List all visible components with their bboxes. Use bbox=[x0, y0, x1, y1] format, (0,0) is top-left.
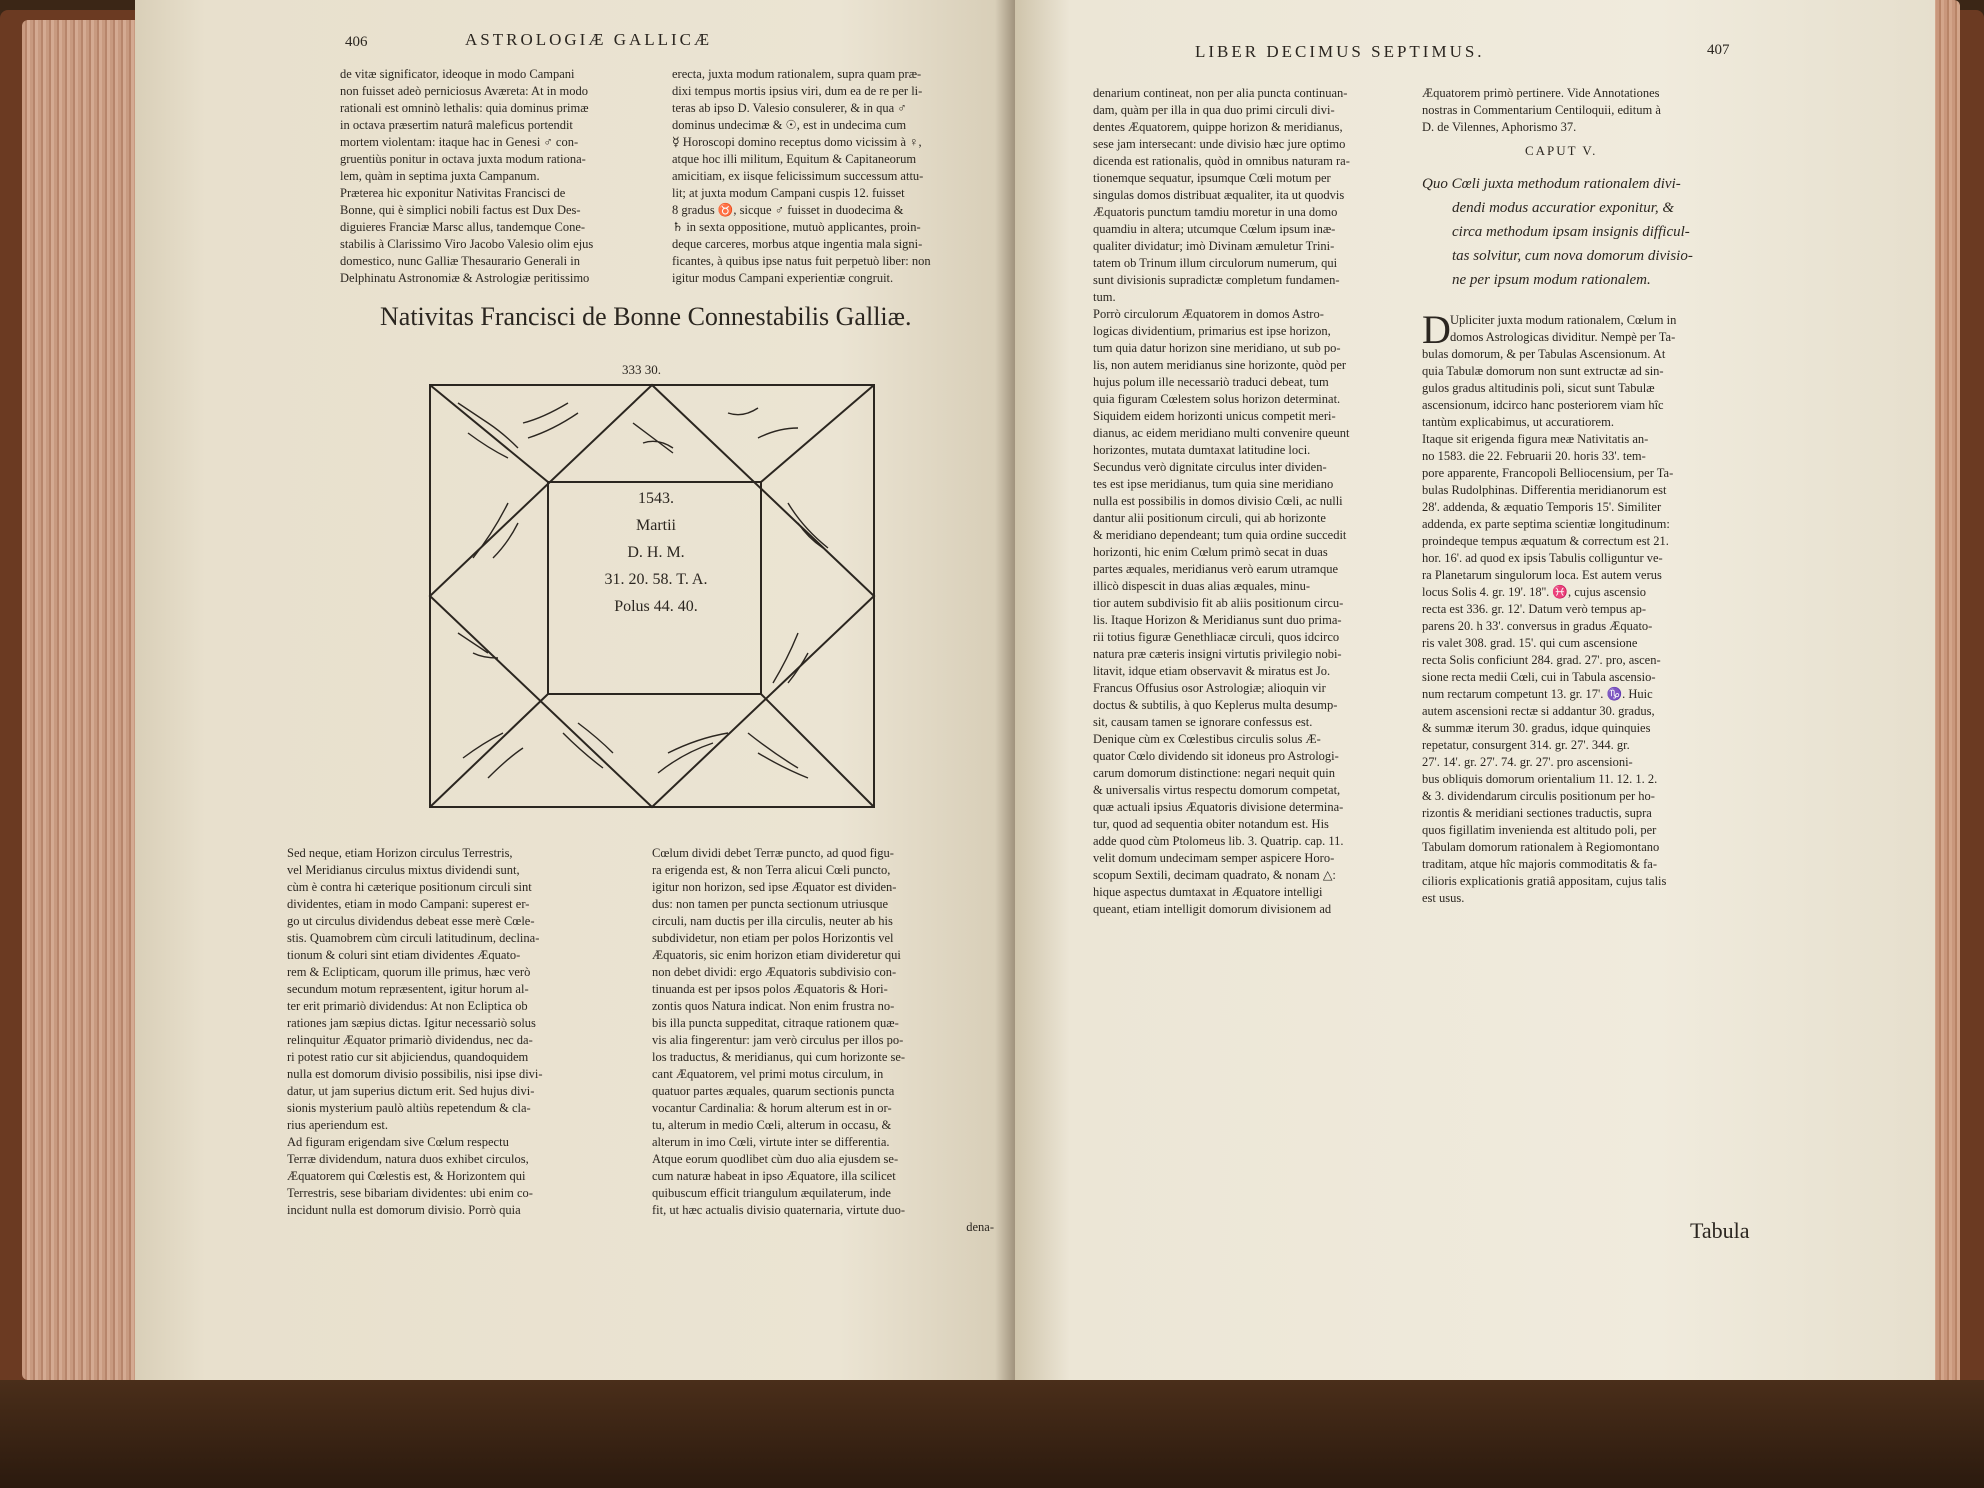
text-line: queant, etiam intelligit domorum divisionem ad bbox=[1093, 902, 1332, 916]
text-line: quamdiu in altera; utcumque Cœlum ipsum inæ- bbox=[1093, 222, 1336, 236]
text-line: ris valet 308. grad. 15'. qui cum ascensione bbox=[1422, 636, 1638, 650]
text-line: rationes jam sæpius dictas. Igitur necessariò solus bbox=[287, 1016, 536, 1030]
text-line: & 3. dividendarum circulis positionum per ho- bbox=[1422, 789, 1655, 803]
text-line: non fuisset adeò perniciosus Aværeta: At in modo bbox=[340, 84, 588, 98]
text-line: gruentiùs ponitur in octava juxta modum rationa- bbox=[340, 152, 586, 166]
text-line: tum quia datur horizon sine meridiano, ut sub po- bbox=[1093, 341, 1341, 355]
text-line: tes est ipse meridianus, tum quia sine meridiano bbox=[1093, 477, 1334, 491]
text-line: in octava præsertim naturâ maleficus portendit bbox=[340, 118, 573, 132]
text-line: tantùm explicabimus, ut accuratiorem. bbox=[1422, 415, 1614, 429]
text-line: rationali est omninò lethalis: quia dominus primæ bbox=[340, 101, 589, 115]
left-page bbox=[135, 0, 1015, 1385]
chart-diagonal bbox=[761, 385, 874, 482]
text-line: proindeque tempus æquatum & correctum est 21. bbox=[1422, 534, 1669, 548]
text-line: litavit, idque etiam observavit & miratus est Jo. bbox=[1093, 664, 1331, 678]
text-line: igitur modus Campani experientiæ congruit. bbox=[672, 271, 894, 285]
text-line: quæ actuali ipsius Æquatoris divisione determina- bbox=[1093, 800, 1344, 814]
text-line: de vitæ significator, ideoque in modo Campani bbox=[340, 67, 575, 81]
text-line: dentes Æquatorem, quippe horizon & meridianus, bbox=[1093, 120, 1343, 134]
text-line: Præterea hic exponitur Nativitas Francisci de bbox=[340, 186, 566, 200]
text-line: lis, non autem meridianus sine horizonte, quòd per bbox=[1093, 358, 1347, 372]
text-line: Delphinatu Astronomiæ & Astrologiæ peritissimo bbox=[340, 271, 590, 285]
figure-title: Nativitas Francisci de Bonne Connestabilis Galliæ. bbox=[380, 302, 912, 331]
text-line: carum domorum distinctione: negari nequit quin bbox=[1093, 766, 1335, 780]
drop-cap: D bbox=[1422, 307, 1451, 352]
text-line: non debet dividi: ergo Æquatoris subdivisio con- bbox=[652, 965, 897, 979]
text-line: denarium contineat, non per alia puncta continuan- bbox=[1093, 86, 1348, 100]
text-line: dantur alii positionum circuli, qui ab horizonte bbox=[1093, 511, 1326, 525]
text-line: ra Planetarum singulorum loca. Est autem verus bbox=[1422, 568, 1662, 582]
text-line: bulas Rudolphinas. Differentia meridianorum est bbox=[1422, 483, 1667, 497]
text-line: relinquitur Æquator primariò dividendus, nec da- bbox=[287, 1033, 533, 1047]
text-column-bottom-left bbox=[287, 845, 625, 1219]
text-line: zontis quos Natura indicat. Non enim frustra no- bbox=[652, 999, 895, 1013]
text-line: tionemque sequatur, ipsumque Cœli motum per bbox=[1093, 171, 1331, 185]
text-line: sione recta medii Cœli, cui in Tabula ascensio- bbox=[1422, 670, 1656, 684]
text-line: erecta, juxta modum rationalem, supra quam præ- bbox=[672, 67, 922, 81]
text-line: dominus undecimæ & ☉, est in undecima cum bbox=[672, 118, 907, 132]
text-line: tatem ob Trinum illum circulorum numerum, qui bbox=[1093, 256, 1338, 270]
text-line: Upliciter juxta modum rationalem, Cœlum in bbox=[1450, 313, 1677, 327]
text-line: ascensionum, idcirco hanc posteriorem viam hîc bbox=[1422, 398, 1664, 412]
text-line: logicas dividentium, primarius est ipse horizon, bbox=[1093, 324, 1331, 338]
text-line: Denique cùm ex Cœlestibus circulis solus Æ- bbox=[1093, 732, 1321, 746]
text-line: illicò dispescit in duas alias æquales, minu- bbox=[1093, 579, 1310, 593]
text-line: alterum in imo Cœli, virtute inter se differentia. bbox=[652, 1135, 890, 1149]
text-line: subdividetur, non etiam per polos Horizontis vel bbox=[652, 931, 894, 945]
text-line: Terræ dividendum, natura duos exhibet circulos, bbox=[287, 1152, 529, 1166]
text-column-top-left bbox=[340, 66, 650, 287]
text-line: pore apparente, Francopoli Belliocensium, per Ta- bbox=[1422, 466, 1674, 480]
text-line: 28'. addenda, & æquatio Temporis 15'. Similiter bbox=[1422, 500, 1662, 514]
text-line: dicenda est rationalis, quòd in omnibus naturam ra- bbox=[1093, 154, 1350, 168]
text-line: datur, ut jam superius dictum erit. Sed hujus divi- bbox=[287, 1084, 535, 1098]
text-line: Secundus verò dignitate circulus inter dividen- bbox=[1093, 460, 1327, 474]
text-line: dena- bbox=[966, 1220, 994, 1234]
text-line: sit, causam tamen se ignorare confessus est. bbox=[1093, 715, 1313, 729]
text-line: Æquatoris punctum tamdiu moretur in una domo bbox=[1093, 205, 1338, 219]
text-line: velit domum undecimam semper aspicere Horo- bbox=[1093, 851, 1335, 865]
text-line: est usus. bbox=[1422, 891, 1465, 905]
text-line: sionis mysterium paulò altiùs repetendum & cla- bbox=[287, 1101, 531, 1115]
text-line: gulos gradus altitudinis poli, sicut sunt Tabulæ bbox=[1422, 381, 1655, 395]
chart-diagonal bbox=[430, 385, 548, 482]
chart-center-line: D. H. M. bbox=[627, 544, 685, 561]
text-line: vis alia fingerentur: jam verò circulus per illos po- bbox=[652, 1033, 904, 1047]
text-line: mortem violentam: itaque hac in Genesi ♂ con- bbox=[340, 135, 579, 149]
text-line: Æquatorem primò pertinere. Vide Annotationes bbox=[1422, 86, 1660, 100]
text-line: lem, quàm in septima juxta Campanum. bbox=[340, 169, 540, 183]
summary-line: dendi modus accuratior exponitur, & bbox=[1452, 200, 1675, 216]
running-head: ASTROLOGIÆ GALLICÆ bbox=[465, 30, 713, 49]
text-line: Itaque sit erigenda figura meæ Nativitatis an- bbox=[1422, 432, 1649, 446]
text-line: tionum & coluri sint etiam dividentes Æquato- bbox=[287, 948, 521, 962]
text-line: lit; at juxta modum Campani cuspis 12. fuisset bbox=[672, 186, 905, 200]
catchword: Tabula bbox=[1690, 1218, 1750, 1243]
text-line: lis. Itaque Horizon & Meridianus sunt duo prima- bbox=[1093, 613, 1342, 627]
text-line: cant Æquatorem, vel primi motus circulum, in bbox=[652, 1067, 884, 1081]
text-line: & summæ iterum 30. gradus, idque quinquies bbox=[1422, 721, 1651, 735]
text-line: sunt divisionis supradictæ completum fundamen- bbox=[1093, 273, 1340, 287]
text-line: cilioris explicationis gratiâ appositam, cujus talis bbox=[1422, 874, 1667, 888]
text-line: tum. bbox=[1093, 290, 1116, 304]
text-line: nulla est possibilis in domos divisio Cœli, ac nulli bbox=[1093, 494, 1343, 508]
text-line: num rectarum competunt 13. gr. 17'. ♑. Huic bbox=[1422, 687, 1653, 701]
text-line: 27'. 14'. gr. 27'. 74. gr. 27'. pro ascensioni- bbox=[1422, 755, 1633, 769]
text-line: quatuor partes æquales, quarum sectionis puncta bbox=[652, 1084, 895, 1098]
text-line: rizontis & meridiani sectiones traductis, supra bbox=[1422, 806, 1652, 820]
text-line: cùm è contra hi cæterique positionum circuli sint bbox=[287, 880, 532, 894]
summary-line: Quo Cœli juxta methodum rationalem divi- bbox=[1422, 176, 1681, 192]
text-line: autem ascensioni rectæ si addantur 30. gradus, bbox=[1422, 704, 1655, 718]
text-line: tur, quod ad sequentia obiter notandum est. His bbox=[1093, 817, 1329, 831]
text-line: circuli, nam ductis per illa circulis, neuter ab his bbox=[652, 914, 893, 928]
text-line: Ad figuram erigendam sive Cœlum respectu bbox=[287, 1135, 509, 1149]
text-line: doctus & subtilis, à quo Keplerus multa desump- bbox=[1093, 698, 1338, 712]
text-line: Francus Offusius osor Astrologiæ; alioquin vir bbox=[1093, 681, 1326, 695]
text-line: dixi tempus mortis ipsius viri, dum ea de re per li- bbox=[672, 84, 923, 98]
chart-diagonal bbox=[761, 694, 874, 807]
text-line: incidunt nulla est domorum divisio. Porrò quia bbox=[287, 1203, 521, 1217]
text-line: dianus, ac eidem meridiano multi convenire queunt bbox=[1093, 426, 1350, 440]
text-line: quator Cœlo dividendo sit idoneus pro Astrologi- bbox=[1093, 749, 1339, 763]
text-line: adde quod cùm Ptolomeus lib. 3. Quatrip. cap. 11. bbox=[1093, 834, 1344, 848]
page-edges-left bbox=[22, 20, 142, 1380]
text-line: nostras in Commentarium Centiloquii, editum à bbox=[1422, 103, 1661, 117]
text-line: domestico, nunc Galliæ Thesaurario Generali in bbox=[340, 254, 580, 268]
chapter-heading: CAPUT V. bbox=[1525, 143, 1598, 158]
text-line: & universalis virtus respectu domorum competat, bbox=[1093, 783, 1341, 797]
text-line: rii totius figuræ Genethliacæ circuli, quos idcirco bbox=[1093, 630, 1340, 644]
text-column-right bbox=[1422, 307, 1754, 907]
text-line: bis illa puncta suppeditat, citraque rationem quæ- bbox=[652, 1016, 899, 1030]
text-column-top-right bbox=[672, 66, 990, 287]
text-line: vocantur Cardinalia: & horum alterum est in or- bbox=[652, 1101, 892, 1115]
text-line: rem & Eclipticam, quorum ille primus, hæc verò bbox=[287, 965, 531, 979]
text-line: diguieres Franciæ Marsc allus, tandemque Cone- bbox=[340, 220, 586, 234]
text-line: partes æquales, meridianus verò earum utramque bbox=[1093, 562, 1339, 576]
text-line: fit, ut hæc actualis divisio quaternaria, virtute duo- bbox=[652, 1203, 906, 1217]
text-line: tior autem subdivisio fit ab aliis positionum circu- bbox=[1093, 596, 1344, 610]
chart-center-line: 31. 20. 58. T. A. bbox=[604, 571, 708, 588]
chart-top-degree: 333 30. bbox=[622, 362, 661, 377]
chart-center-line: Polus 44. 40. bbox=[614, 598, 698, 615]
summary-line: ne per ipsum modum rationalem. bbox=[1452, 272, 1651, 288]
text-line: ter erit primariò dividendus: At non Ecliptica ob bbox=[287, 999, 528, 1013]
text-line: recta est 336. gr. 12'. Datum verò tempus ap- bbox=[1422, 602, 1647, 616]
text-line: dus: non tamen per puncta sectionum utriusque bbox=[652, 897, 889, 911]
right-page bbox=[1015, 0, 1935, 1390]
text-line: singulas domos distribuat æqualiter, ita ut quodvis bbox=[1093, 188, 1345, 202]
text-line: Æquatoris, sic enim horizon etiam divideretur qui bbox=[652, 948, 901, 962]
text-line: scopum Sextili, decimam quadrato, & nonam △: bbox=[1093, 868, 1336, 882]
text-line: quia figuram Cœlestem solus horizon determinat. bbox=[1093, 392, 1341, 406]
text-line: bus obliquis domorum orientalium 11. 12. 1. 2. bbox=[1422, 772, 1658, 786]
text-line: quia Tabulæ domorum non sunt extructæ ad sin- bbox=[1422, 364, 1664, 378]
text-line: parens 20. h 33'. conversus in gradus Æquato- bbox=[1422, 619, 1653, 633]
text-line: igitur non horizon, sed ipse Æquator est dividen- bbox=[652, 880, 897, 894]
text-line: Tabulam domorum rationalem à Regiomontano bbox=[1422, 840, 1660, 854]
text-column-bottom-right bbox=[652, 845, 994, 1236]
text-line: ♄ in sexta oppositione, mutuò applicantes, proin- bbox=[672, 220, 921, 234]
text-line: repetatur, consurgent 314. gr. 27'. 344. gr. bbox=[1422, 738, 1630, 752]
text-line: recta Solis conficiunt 284. grad. 27'. pro, ascen- bbox=[1422, 653, 1661, 667]
text-line: quos figillatim invenienda est altitudo poli, per bbox=[1422, 823, 1657, 837]
running-head: LIBER DECIMUS SEPTIMUS. bbox=[1195, 42, 1485, 61]
text-line: go ut circulus dividendus debeat esse merè Cœle- bbox=[287, 914, 535, 928]
text-line: Bonne, qui è simplici nobili factus est Dux Des- bbox=[340, 203, 581, 217]
text-line: nulla est domorum divisio possibilis, nisi ipse divi- bbox=[287, 1067, 543, 1081]
chart-center-line: 1543. bbox=[638, 490, 674, 507]
text-line: addenda, ex parte septima scientiæ longitudinum: bbox=[1422, 517, 1670, 531]
text-line: teras ab ipso D. Valesio consulerer, & in qua ♂ bbox=[672, 101, 907, 115]
text-line: los traductus, & meridianus, qui cum horizonte se- bbox=[652, 1050, 906, 1064]
text-line: locus Solis 4. gr. 19'. 18''. ♓, cujus ascensio bbox=[1422, 585, 1647, 599]
text-line: amicitiam, ex iisque felicissimum successum attu- bbox=[672, 169, 924, 183]
text-line: atque hoc illi militum, Equitum & Capitaneorum bbox=[672, 152, 917, 166]
text-line: domos Astrologicas dividitur. Nempè per Ta- bbox=[1450, 330, 1676, 344]
page-number: 406 bbox=[345, 34, 368, 50]
text-line: vel Meridianus circulus mixtus dividendi sunt, bbox=[287, 863, 520, 877]
text-line: dividentes, etiam in modo Campani: superest er- bbox=[287, 897, 530, 911]
text-line: stis. Quamobrem cùm circuli latitudinum, declina- bbox=[287, 931, 540, 945]
text-line: dam, quàm per illa in qua duo primi circuli divi- bbox=[1093, 103, 1335, 117]
summary-line: tas solvitur, cum nova domorum divisio- bbox=[1452, 248, 1693, 264]
text-line: Sed neque, etiam Horizon circulus Terrestris, bbox=[287, 846, 513, 860]
text-line: hujus polum ille necessariò traduci debeat, tum bbox=[1093, 375, 1329, 389]
text-line: ri potest ratio cur sit abjiciendus, quandoquidem bbox=[287, 1050, 529, 1064]
text-column-left bbox=[1093, 85, 1418, 918]
table-edge bbox=[0, 1380, 1984, 1488]
text-line: quibuscum efficit triangulum æquilaterum, inde bbox=[652, 1186, 891, 1200]
chart-center-line: Martii bbox=[636, 517, 676, 534]
summary-line: circa methodum ipsam insignis difficul- bbox=[1452, 224, 1690, 240]
chart-diagonal bbox=[430, 694, 548, 807]
chart-center-data bbox=[548, 485, 764, 620]
text-line: sese jam intersecant: unde divisio hæc jure optimo bbox=[1093, 137, 1346, 151]
text-line: Siquidem eidem horizonti unicus competit meri- bbox=[1093, 409, 1336, 423]
text-line: stabilis à Clarissimo Viro Jacobo Valesio olim ejus bbox=[340, 237, 594, 251]
text-line: ra erigenda est, & non Terra alicui Cœli puncto, bbox=[652, 863, 891, 877]
text-line: hique aspectus dumtaxat in Æquatore intelligi bbox=[1093, 885, 1323, 899]
text-line: ficantes, à quibus ipse natus fuit perpetuò liber: non bbox=[672, 254, 931, 268]
text-line: Æquatorem qui Cœlestis est, & Horizontem qui bbox=[287, 1169, 526, 1183]
text-column-right-top bbox=[1422, 85, 1752, 136]
text-line: Atque eorum quodlibet cùm duo alia ejusdem se- bbox=[652, 1152, 899, 1166]
text-line: cum naturæ habeat in ipso Æquatore, illa scilicet bbox=[652, 1169, 896, 1183]
text-line: 8 gradus ♉, sicque ♂ fuisset in duodecima & bbox=[672, 203, 904, 217]
text-line: no 1583. die 22. Februarii 20. horis 33'. tem- bbox=[1422, 449, 1646, 463]
text-line: horizontes, mutata dumtaxat latitudine loci. bbox=[1093, 443, 1311, 457]
text-line: traditam, atque hîc majoris commoditatis & fa- bbox=[1422, 857, 1658, 871]
text-line: tu, alterum in medio Cœli, alterum in occasu, & bbox=[652, 1118, 892, 1132]
text-line: bulas domorum, & per Tabulas Ascensionum. At bbox=[1422, 347, 1666, 361]
text-line: hor. 16'. ad quod ex ipsis Tabulis colliguntur ve- bbox=[1422, 551, 1663, 565]
text-line: Cœlum dividi debet Terræ puncto, ad quod figu- bbox=[652, 846, 894, 860]
text-line: ☿ Horoscopi domino receptus domo vicissim à ♀, bbox=[672, 135, 922, 149]
text-line: horizonti, hic enim Cœlum primò secat in duas bbox=[1093, 545, 1328, 559]
text-line: deque carceres, morbus atque ingentia mala signi- bbox=[672, 237, 923, 251]
text-line: qualiter dividatur; imò Divinam æmuletur Trini- bbox=[1093, 239, 1335, 253]
text-line: rius aperiendum est. bbox=[287, 1118, 389, 1132]
chapter-summary bbox=[1422, 172, 1752, 292]
text-line: secundum motum repræsentent, igitur horum al- bbox=[287, 982, 529, 996]
text-line: D. de Vilennes, Aphorismo 37. bbox=[1422, 120, 1577, 134]
text-line: & meridiano dependeant; tum quia ordine succedit bbox=[1093, 528, 1347, 542]
text-line: tinuanda est per ipsos polos Æquatoris & Hori- bbox=[652, 982, 888, 996]
text-line: Terrestris, sese bibariam dividentes: ubi enim co- bbox=[287, 1186, 533, 1200]
text-line: natura præ cæteris insigni virtutis privilegio nobi- bbox=[1093, 647, 1342, 661]
text-line: Porrò circulorum Æquatorem in domos Astro- bbox=[1093, 307, 1324, 321]
page-number: 407 bbox=[1707, 42, 1730, 58]
